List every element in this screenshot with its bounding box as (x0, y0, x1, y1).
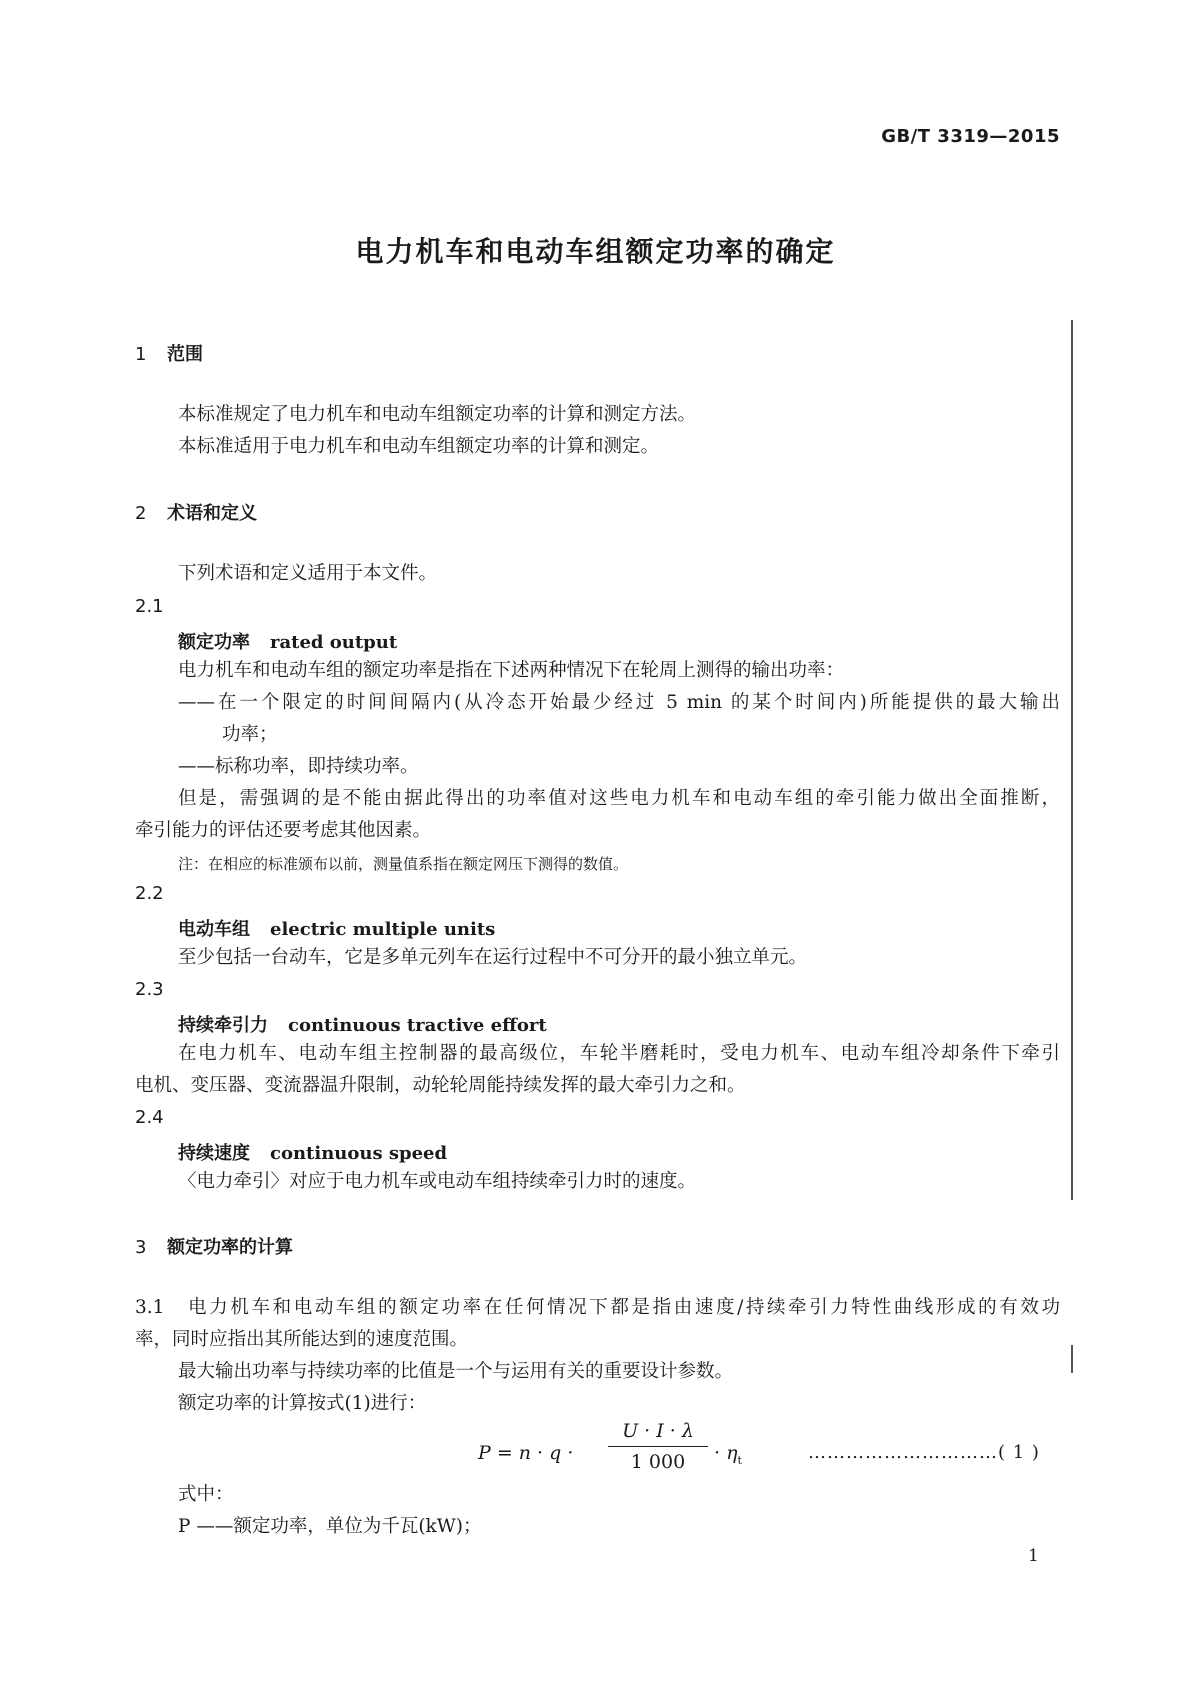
section-title: 术语和定义 (167, 503, 257, 524)
paragraph: 本标准适用于电力机车和电动车组额定功率的计算和测定。 (178, 436, 660, 457)
paragraph: 式中： (178, 1484, 234, 1505)
definition: 〈电力牵引〉对应于电力机车或电动车组持续牵引力时的速度。 (178, 1171, 697, 1192)
list-item-continuation: 功率； (222, 724, 278, 745)
formula-denominator: 1 000 (630, 1451, 686, 1473)
change-bar (1071, 1345, 1073, 1373)
definition: 在电力机车、电动车组主控制器的最高级位，车轮半磨耗时，受电力机车、电动车组冷却条件下牵引 (178, 1043, 1060, 1064)
term-english: rated output (270, 632, 398, 653)
section-number: 3 (135, 1237, 147, 1258)
term-chinese: 额定功率 (178, 632, 250, 653)
section-title: 额定功率的计算 (167, 1237, 293, 1258)
standard-number: GB/T 3319—2015 (881, 126, 1060, 147)
term-entry (178, 915, 495, 941)
paragraph: 最大输出功率与持续功率的比值是一个与运用有关的重要设计参数。 (178, 1361, 734, 1382)
list-item: ——标称功率，即持续功率。 (178, 756, 419, 777)
formula-rhs (714, 1442, 742, 1467)
variable-definition: P ——额定功率，单位为千瓦(kW)； (178, 1516, 482, 1537)
page-number: 1 (1028, 1546, 1039, 1566)
term-english: continuous tractive effort (288, 1015, 547, 1036)
equation-number: …………………………( 1 ) (808, 1442, 1040, 1463)
definition-continuation: 电机、变压器、变流器温升限制，动轮轮周能持续发挥的最大牵引力之和。 (135, 1075, 746, 1096)
change-bar (1071, 320, 1073, 1200)
section-title: 范围 (167, 344, 203, 365)
definition: 至少包括一台动车，它是多单元列车在运行过程中不可分开的最小独立单元。 (178, 947, 808, 968)
paragraph: 下列术语和定义适用于本文件。 (178, 563, 438, 584)
paragraph: 额定功率的计算按式(1)进行： (178, 1393, 427, 1414)
term-number: 2.2 (135, 883, 164, 904)
formula (478, 1420, 778, 1490)
paragraph: 本标准规定了电力机车和电动车组额定功率的计算和测定方法。 (178, 404, 697, 425)
term-chinese: 持续牵引力 (178, 1015, 268, 1036)
paragraph-continuation: 率，同时应指出其所能达到的速度范围。 (135, 1329, 469, 1350)
formula-rhs-term: · η (714, 1442, 738, 1464)
term-entry (178, 1011, 547, 1037)
term-english: electric multiple units (270, 919, 496, 940)
section-1-heading (135, 340, 203, 366)
section-number: 1 (135, 344, 147, 365)
term-english: continuous speed (270, 1143, 448, 1164)
document-title: 电力机车和电动车组额定功率的确定 (355, 235, 836, 268)
formula-subscript: t (737, 1453, 742, 1467)
term-number: 2.1 (135, 596, 164, 617)
term-number: 2.3 (135, 979, 164, 1000)
term-chinese: 电动车组 (178, 919, 250, 940)
formula-numerator: U · I · λ (608, 1420, 708, 1447)
formula-fraction (608, 1420, 708, 1473)
clause-3-1: 3.1 电力机车和电动车组的额定功率在任何情况下都是指由速度/持续牵引力特性曲线形成的有效功 (135, 1297, 1060, 1318)
paragraph: 但是，需强调的是不能由据此得出的功率值对这些电力机车和电动车组的牵引能力做出全面推断， (178, 788, 1060, 809)
term-entry (178, 628, 397, 654)
section-number: 2 (135, 503, 147, 524)
formula-lhs: P = n · q · (478, 1442, 574, 1464)
section-3-heading (135, 1233, 293, 1259)
term-number: 2.4 (135, 1107, 164, 1128)
definition: 电力机车和电动车组的额定功率是指在下述两种情况下在轮周上测得的输出功率： (178, 660, 845, 681)
paragraph-continuation: 牵引能力的评估还要考虑其他因素。 (135, 820, 432, 841)
list-item: ——在一个限定的时间间隔内(从冷态开始最少经过 5 min 的某个时间内)所能提供的最大输出 (178, 692, 1060, 713)
note: 注：在相应的标准颁布以前，测量值系指在额定网压下测得的数值。 (178, 855, 629, 873)
term-chinese: 持续速度 (178, 1143, 250, 1164)
section-2-heading (135, 499, 257, 525)
term-entry (178, 1139, 447, 1165)
